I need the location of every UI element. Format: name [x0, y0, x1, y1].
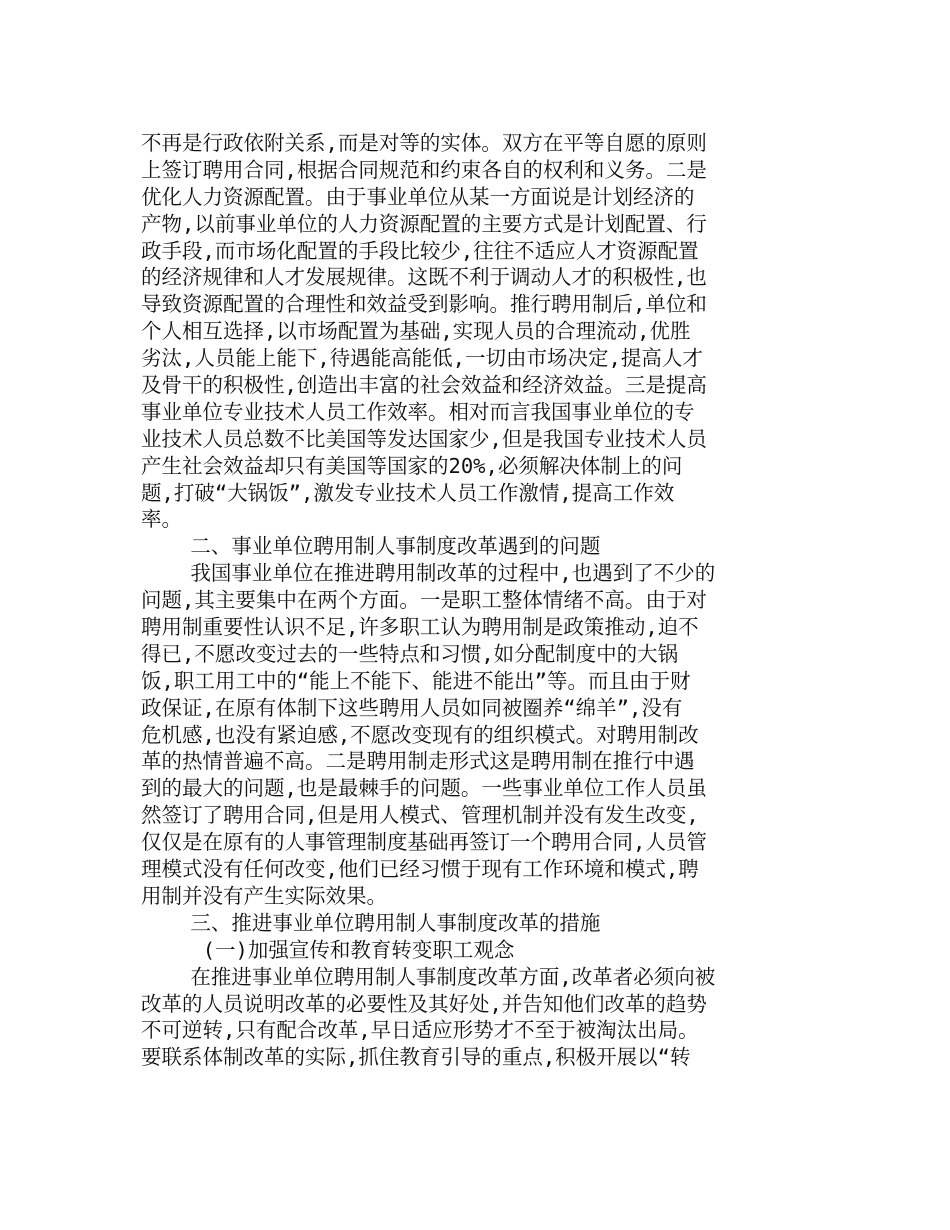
text-line: 然签订了聘用合同,但是用人模式、管理机制并没有发生改变,: [141, 803, 699, 828]
text-line: 仅仅是在原有的人事管理制度基础再签订一个聘用合同,人员管: [141, 830, 707, 855]
text-line: 产物,以前事业单位的人力资源配置的主要方式是计划配置、行: [141, 211, 707, 236]
text-line: 改革的人员说明改革的必要性及其好处,并告知他们改革的趋势: [141, 991, 707, 1016]
text-line: 得已,不愿改变过去的一些特点和习惯,如分配制度中的大锅: [141, 641, 679, 666]
text-line: 产生社会效益却只有美国等国家的20%,必须解决体制上的问: [141, 453, 683, 478]
text-line: 个人相互选择,以市场配置为基础,实现人员的合理流动,优胜: [141, 319, 691, 344]
text-line: (一)加强宣传和教育转变职工观念: [141, 937, 515, 962]
text-line: 不再是行政依附关系,而是对等的实体。双方在平等自愿的原则: [141, 131, 707, 155]
text-line: 的经济规律和人才发展规律。这既不利于调动人才的积极性,也: [141, 265, 707, 290]
text-line: 题,打破“大锅饭”,激发专业技术人员工作激情,提高工作效: [141, 480, 675, 505]
text-line: 政手段,而市场化配置的手段比较少,往往不适应人才资源配置: [141, 238, 699, 263]
text-line: 聘用制重要性认识不足,许多职工认为聘用制是政策推动,迫不: [141, 615, 699, 640]
text-line: 在推进事业单位聘用制人事制度改革方面,改革者必须向被: [141, 964, 716, 989]
text-line: 率。: [141, 507, 182, 532]
text-line: 及骨干的积极性,创造出丰富的社会效益和经济效益。三是提高: [141, 373, 707, 398]
text-line: 上签订聘用合同,根据合同规范和约束各自的权利和义务。二是: [141, 157, 707, 182]
text-line: 问题,其主要集中在两个方面。一是职工整体情绪不高。由于对: [141, 588, 707, 613]
text-line: 导致资源配置的合理性和效益受到影响。推行聘用制后,单位和: [141, 292, 707, 317]
text-line: 三、推进事业单位聘用制人事制度改革的措施: [141, 910, 601, 935]
text-line: 要联系体制改革的实际,抓住教育引导的重点,积极开展以“转: [141, 1045, 691, 1070]
text-line: 危机感,也没有紧迫感,不愿改变现有的组织模式。对聘用制改: [141, 722, 699, 747]
text-line: 业技术人员总数不比美国等发达国家少,但是我国专业技术人员: [141, 426, 707, 451]
text-line: 到的最大的问题,也是最棘手的问题。一些事业单位工作人员虽: [141, 776, 707, 801]
text-line: 事业单位专业技术人员工作效率。相对而言我国事业单位的专: [141, 399, 695, 424]
text-line: 优化人力资源配置。由于事业单位从某一方面说是计划经济的: [141, 184, 695, 209]
document-body: [141, 130, 741, 1071]
text-line: 政保证,在原有体制下这些聘用人员如同被圈养“绵羊”,没有: [141, 695, 683, 720]
text-line: 革的热情普遍不高。二是聘用制走形式这是聘用制在推行中遇: [141, 749, 695, 774]
text-line: 二、事业单位聘用制人事制度改革遇到的问题: [141, 534, 601, 559]
text-line: 我国事业单位在推进聘用制改革的过程中,也遇到了不少的: [141, 561, 716, 586]
text-line: 劣汰,人员能上能下,待遇能高能低,一切由市场决定,提高人才: [141, 346, 703, 371]
text-line: 饭,职工用工中的“能上不能下、能进不能出”等。而且由于财: [141, 668, 691, 693]
text-line: 理模式没有任何改变,他们已经习惯于现有工作环境和模式,聘: [141, 857, 699, 882]
text-line: 用制并没有产生实际效果。: [141, 883, 387, 908]
text-line: 不可逆转,只有配合改革,早日适应形势才不至于被淘汰出局。: [141, 1018, 699, 1043]
